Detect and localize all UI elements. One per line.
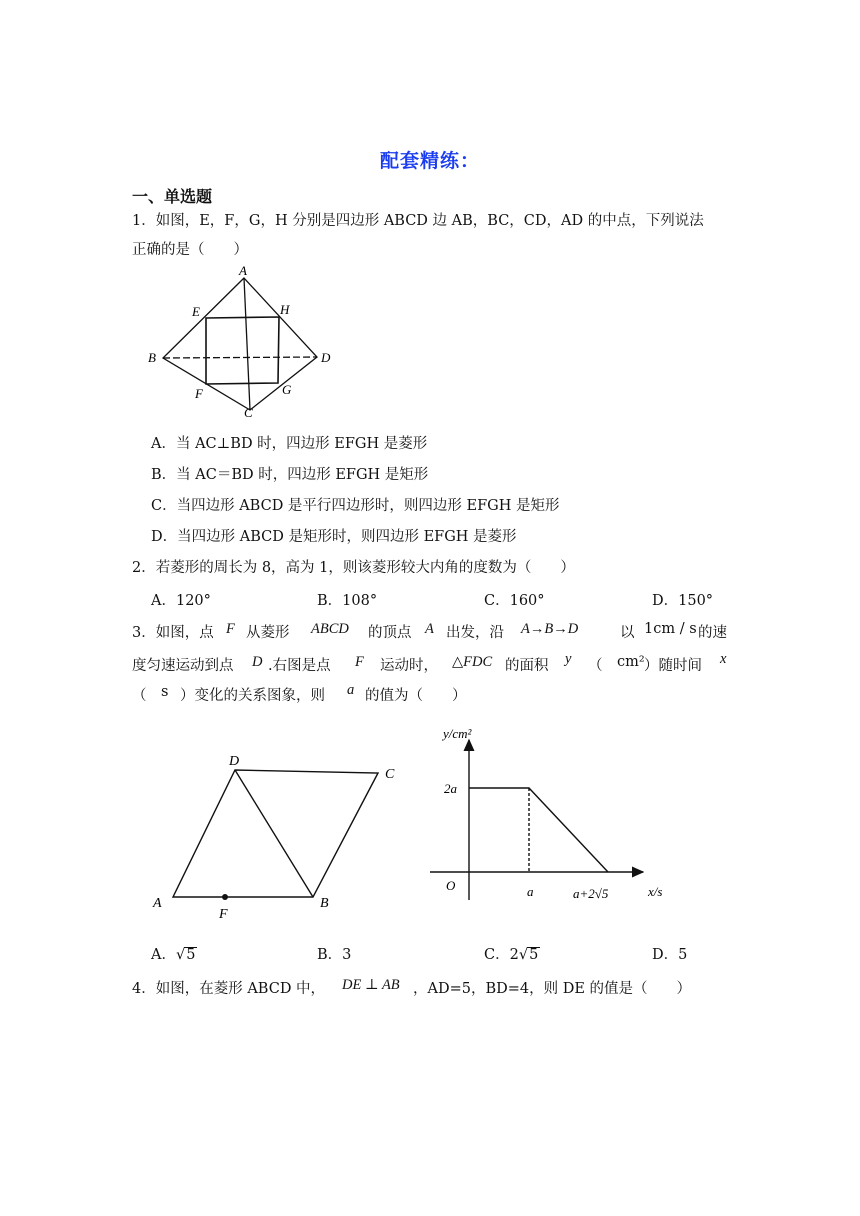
q3-area-graph: [425, 722, 675, 912]
q3-unit-s: s: [161, 684, 169, 700]
q3-text-1a: 3．如图，点: [132, 625, 214, 641]
q3-graph-xtick1: a: [527, 884, 534, 899]
q4-expr: DE ⊥ AB: [342, 977, 400, 993]
q3-point-f-2: F: [355, 654, 364, 670]
q3-option-c-prefix: C．: [484, 947, 510, 963]
q2-option-b[interactable]: B．108°: [317, 593, 378, 609]
q3-graph-ytick: 2a: [444, 781, 457, 796]
q3-var-y: y: [565, 651, 572, 667]
q3-point-a: A: [425, 621, 434, 637]
q1-label-f: F: [195, 386, 203, 401]
q3-option-b-value: 3: [342, 947, 352, 963]
q3-text-2b: .右图是点: [268, 658, 331, 674]
q1-label-b: B: [148, 350, 156, 365]
q3-option-d-prefix: D．: [652, 947, 679, 963]
q3-text-2c: 运动时，: [380, 658, 438, 674]
q1-quadrilateral-figure: [140, 260, 340, 425]
q3-option-a-root-sign: √: [175, 947, 186, 963]
q3-fig-label-f: F: [219, 907, 228, 922]
q3-text-1c: 的顶点: [368, 625, 412, 641]
q2-option-a[interactable]: A．120°: [151, 593, 211, 609]
q3-graph-ylabel: y/cm²: [443, 726, 472, 741]
q3-option-a-radicand: 5: [186, 947, 196, 963]
q3-var-a: a: [347, 682, 355, 698]
q3-point-f: F: [226, 621, 235, 637]
q1-option-c[interactable]: C．当四边形 ABCD 是平行四边形时，则四边形 EFGH 是矩形: [151, 498, 560, 514]
q3-unit-cm2: cm²: [617, 654, 645, 670]
q3-fig-label-a: A: [153, 896, 162, 911]
q3-fig-label-b: B: [320, 896, 329, 911]
q1-label-d: D: [321, 350, 331, 365]
q2-option-d[interactable]: D．150°: [652, 593, 714, 609]
q3-text-1e: 以: [620, 625, 635, 641]
q3-option-d-value: 5: [678, 947, 688, 963]
q1-text-line2: 正确的是（ ）: [132, 242, 248, 258]
q1-label-e: E: [192, 304, 200, 319]
q1-option-d[interactable]: D．当四边形 ABCD 是矩形时，则四边形 EFGH 是菱形: [151, 529, 517, 545]
q3-text-2f: ）随时间: [644, 658, 702, 674]
page-title: 配套精练：: [379, 150, 480, 172]
q1-option-a[interactable]: A．当 AC⊥BD 时，四边形 EFGH 是菱形: [151, 436, 428, 452]
q3-text-2d: 的面积: [505, 658, 549, 674]
q3-speed: 1cm / s: [644, 621, 697, 637]
q3-option-c-coef: 2: [509, 947, 519, 963]
q3-text-1b: 从菱形: [246, 625, 290, 641]
q4-text-a: 4．如图，在菱形 ABCD 中，: [132, 981, 326, 997]
q3-option-d[interactable]: [652, 943, 687, 964]
q3-graph-origin: O: [446, 878, 456, 893]
q3-option-a-prefix: A．: [151, 947, 176, 963]
q3-var-x: x: [720, 651, 727, 667]
q3-option-b[interactable]: [317, 943, 351, 964]
q3-option-b-prefix: B．: [317, 947, 343, 963]
q3-option-a[interactable]: [151, 943, 197, 964]
q1-label-g: G: [282, 382, 292, 397]
q3-fig-label-c: C: [385, 767, 395, 782]
q3-text-3c: 的值为（ ）: [365, 688, 467, 704]
q3-text-2e: （: [588, 658, 603, 674]
q4-text-b: ，AD=5，BD=4，则 DE 的值是（ ）: [413, 981, 692, 997]
q1-text-line1: 1．如图，E，F，G，H 分别是四边形 ABCD 边 AB，BC，CD，AD 的中点，下列说法: [132, 213, 704, 229]
q3-text-1d: 出发，沿: [446, 625, 504, 641]
q3-graph-xlabel: x/s: [648, 884, 663, 899]
q1-option-b[interactable]: B．当 AC＝BD 时，四边形 EFGH 是矩形: [151, 467, 429, 483]
q1-label-a: A: [239, 263, 247, 278]
q3-text-3a: （: [132, 688, 147, 704]
q3-option-c-radicand: 5: [529, 947, 539, 963]
q3-path: A→B→D: [521, 621, 579, 637]
q3-text-1f: 的速: [698, 625, 727, 641]
q3-abcd: ABCD: [311, 621, 349, 637]
q3-graph-xtick2: a+2√5: [573, 886, 609, 901]
section-heading: 一、单选题: [132, 187, 213, 206]
q1-label-h: H: [280, 302, 290, 317]
q3-point-d: D: [252, 654, 263, 670]
q1-label-c: C: [244, 405, 253, 420]
q3-text-2a: 度匀速运动到点: [132, 658, 234, 674]
q3-rhombus-figure: [145, 745, 405, 925]
q2-text: 2．若菱形的周长为 8，高为 1，则该菱形较大内角的度数为（ ）: [132, 560, 575, 576]
q3-fig-label-d: D: [229, 754, 240, 769]
q3-triangle-fdc: △FDC: [452, 654, 493, 670]
q3-option-c-root-sign: √: [518, 947, 529, 963]
q3-option-c[interactable]: [484, 943, 540, 964]
q3-text-3b: ）变化的关系图象，则: [180, 688, 325, 704]
q2-option-c[interactable]: C．160°: [484, 593, 545, 609]
